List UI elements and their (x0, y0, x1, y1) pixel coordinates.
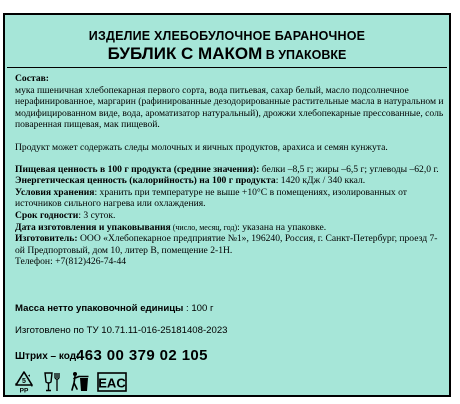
energy-value: : 1420 кДж / 340 ккал. (275, 175, 366, 187)
product-name: БУБЛИК С МАКОМ (107, 44, 263, 63)
net-weight-value: : 100 г (183, 303, 214, 314)
energy-row (15, 175, 445, 187)
net-weight-label: Масса нетто упаковочной единицы (15, 303, 184, 314)
storage-label: Условия хранения (15, 186, 95, 198)
spacer (15, 131, 445, 142)
dates-value: : указана на упаковке. (237, 221, 327, 233)
marking-icons (13, 369, 127, 395)
package-type: В УПАКОВКЕ (262, 48, 347, 62)
product-category: ИЗДЕЛИЕ ХЛЕБОБУЛОЧНОЕ БАРАНОЧНОЕ (88, 29, 366, 43)
product-title (5, 44, 449, 64)
food-safe-glass-fork-icon (41, 370, 63, 394)
dates-row (15, 222, 445, 234)
eac-mark-icon (97, 370, 127, 394)
spacer (15, 154, 445, 164)
barcode-number: 463 00 379 02 105 (76, 347, 208, 364)
composition-line: поваренная пищевая, мак пищевой. (15, 119, 160, 131)
nutrition-value: белки –8,5 г; жиры –6,5 г; углеводы –62,0 г. (259, 163, 439, 175)
storage-row (15, 187, 445, 199)
manufacturer-address-2: ой Предпортовый, дом 10, литер В, помещение 2-1Н. (15, 244, 233, 256)
manufacturer-row (15, 233, 445, 245)
header-divider (7, 67, 447, 68)
nutrition-label: Пищевая ценность в 100 г продукта (средние значения): (15, 163, 260, 175)
composition-line: мука пшеничная хлебопекарная первого сорта, вода питьевая, сахар белый, масло подсолнечное (15, 84, 409, 96)
storage-value: : хранить при температуре не выше +10°С в помещениях, изолированных от (94, 186, 407, 198)
composition-title: Состав: (15, 73, 49, 84)
manufacturer-phone: Телефон: +7(812)426-74-44 (15, 256, 127, 268)
energy-label: Энергетическая ценность (калорийность) на 100 г продукта (15, 175, 276, 187)
shelf-life-row (15, 210, 445, 222)
allergen-note: Продукт может содержать следы молочных и яичных продуктов, арахиса и семян кунжута. (15, 141, 388, 153)
dates-label: Дата изготовления и упаковывания (15, 221, 171, 233)
recycle-number: 5 (22, 378, 26, 385)
label-body (15, 73, 445, 268)
standard-reference: Изготовлено по ТУ 10.71.11-016-25181408-2023 (15, 325, 228, 336)
manufacturer-label: Изготовитель: (15, 233, 78, 245)
eac-text: EAC (98, 375, 126, 391)
shelf-life-label: Срок годности (15, 209, 79, 221)
recycle-material: PP (19, 387, 29, 394)
storage-row-2: источников сильного нагрева или охлаждения. (15, 198, 206, 210)
product-label (3, 13, 451, 397)
composition-line: нерафинированное, маргарин (рафинированные дезодорированные растительные масла в натуральном и (15, 96, 444, 108)
shelf-life-value: : 3 суток. (78, 209, 116, 221)
manufacturer-address: ООО «Хлебопекарное предприятие №1», 196240, Россия, г. Санкт-Петербург, проезд 7- (77, 233, 438, 245)
nutrition-row (15, 164, 445, 176)
composition-line: модифицированном виде, вода, ароматизатор натуральный), дрожжи хлебопекарные прессованные, соль (15, 107, 444, 119)
barcode-label: Штрих – код: (15, 351, 80, 362)
tidyman-trash-icon (69, 370, 91, 394)
net-weight-row (15, 303, 214, 314)
dates-note: (число, месяц, год) (170, 222, 238, 232)
recycle-pp-5-icon (13, 370, 35, 394)
